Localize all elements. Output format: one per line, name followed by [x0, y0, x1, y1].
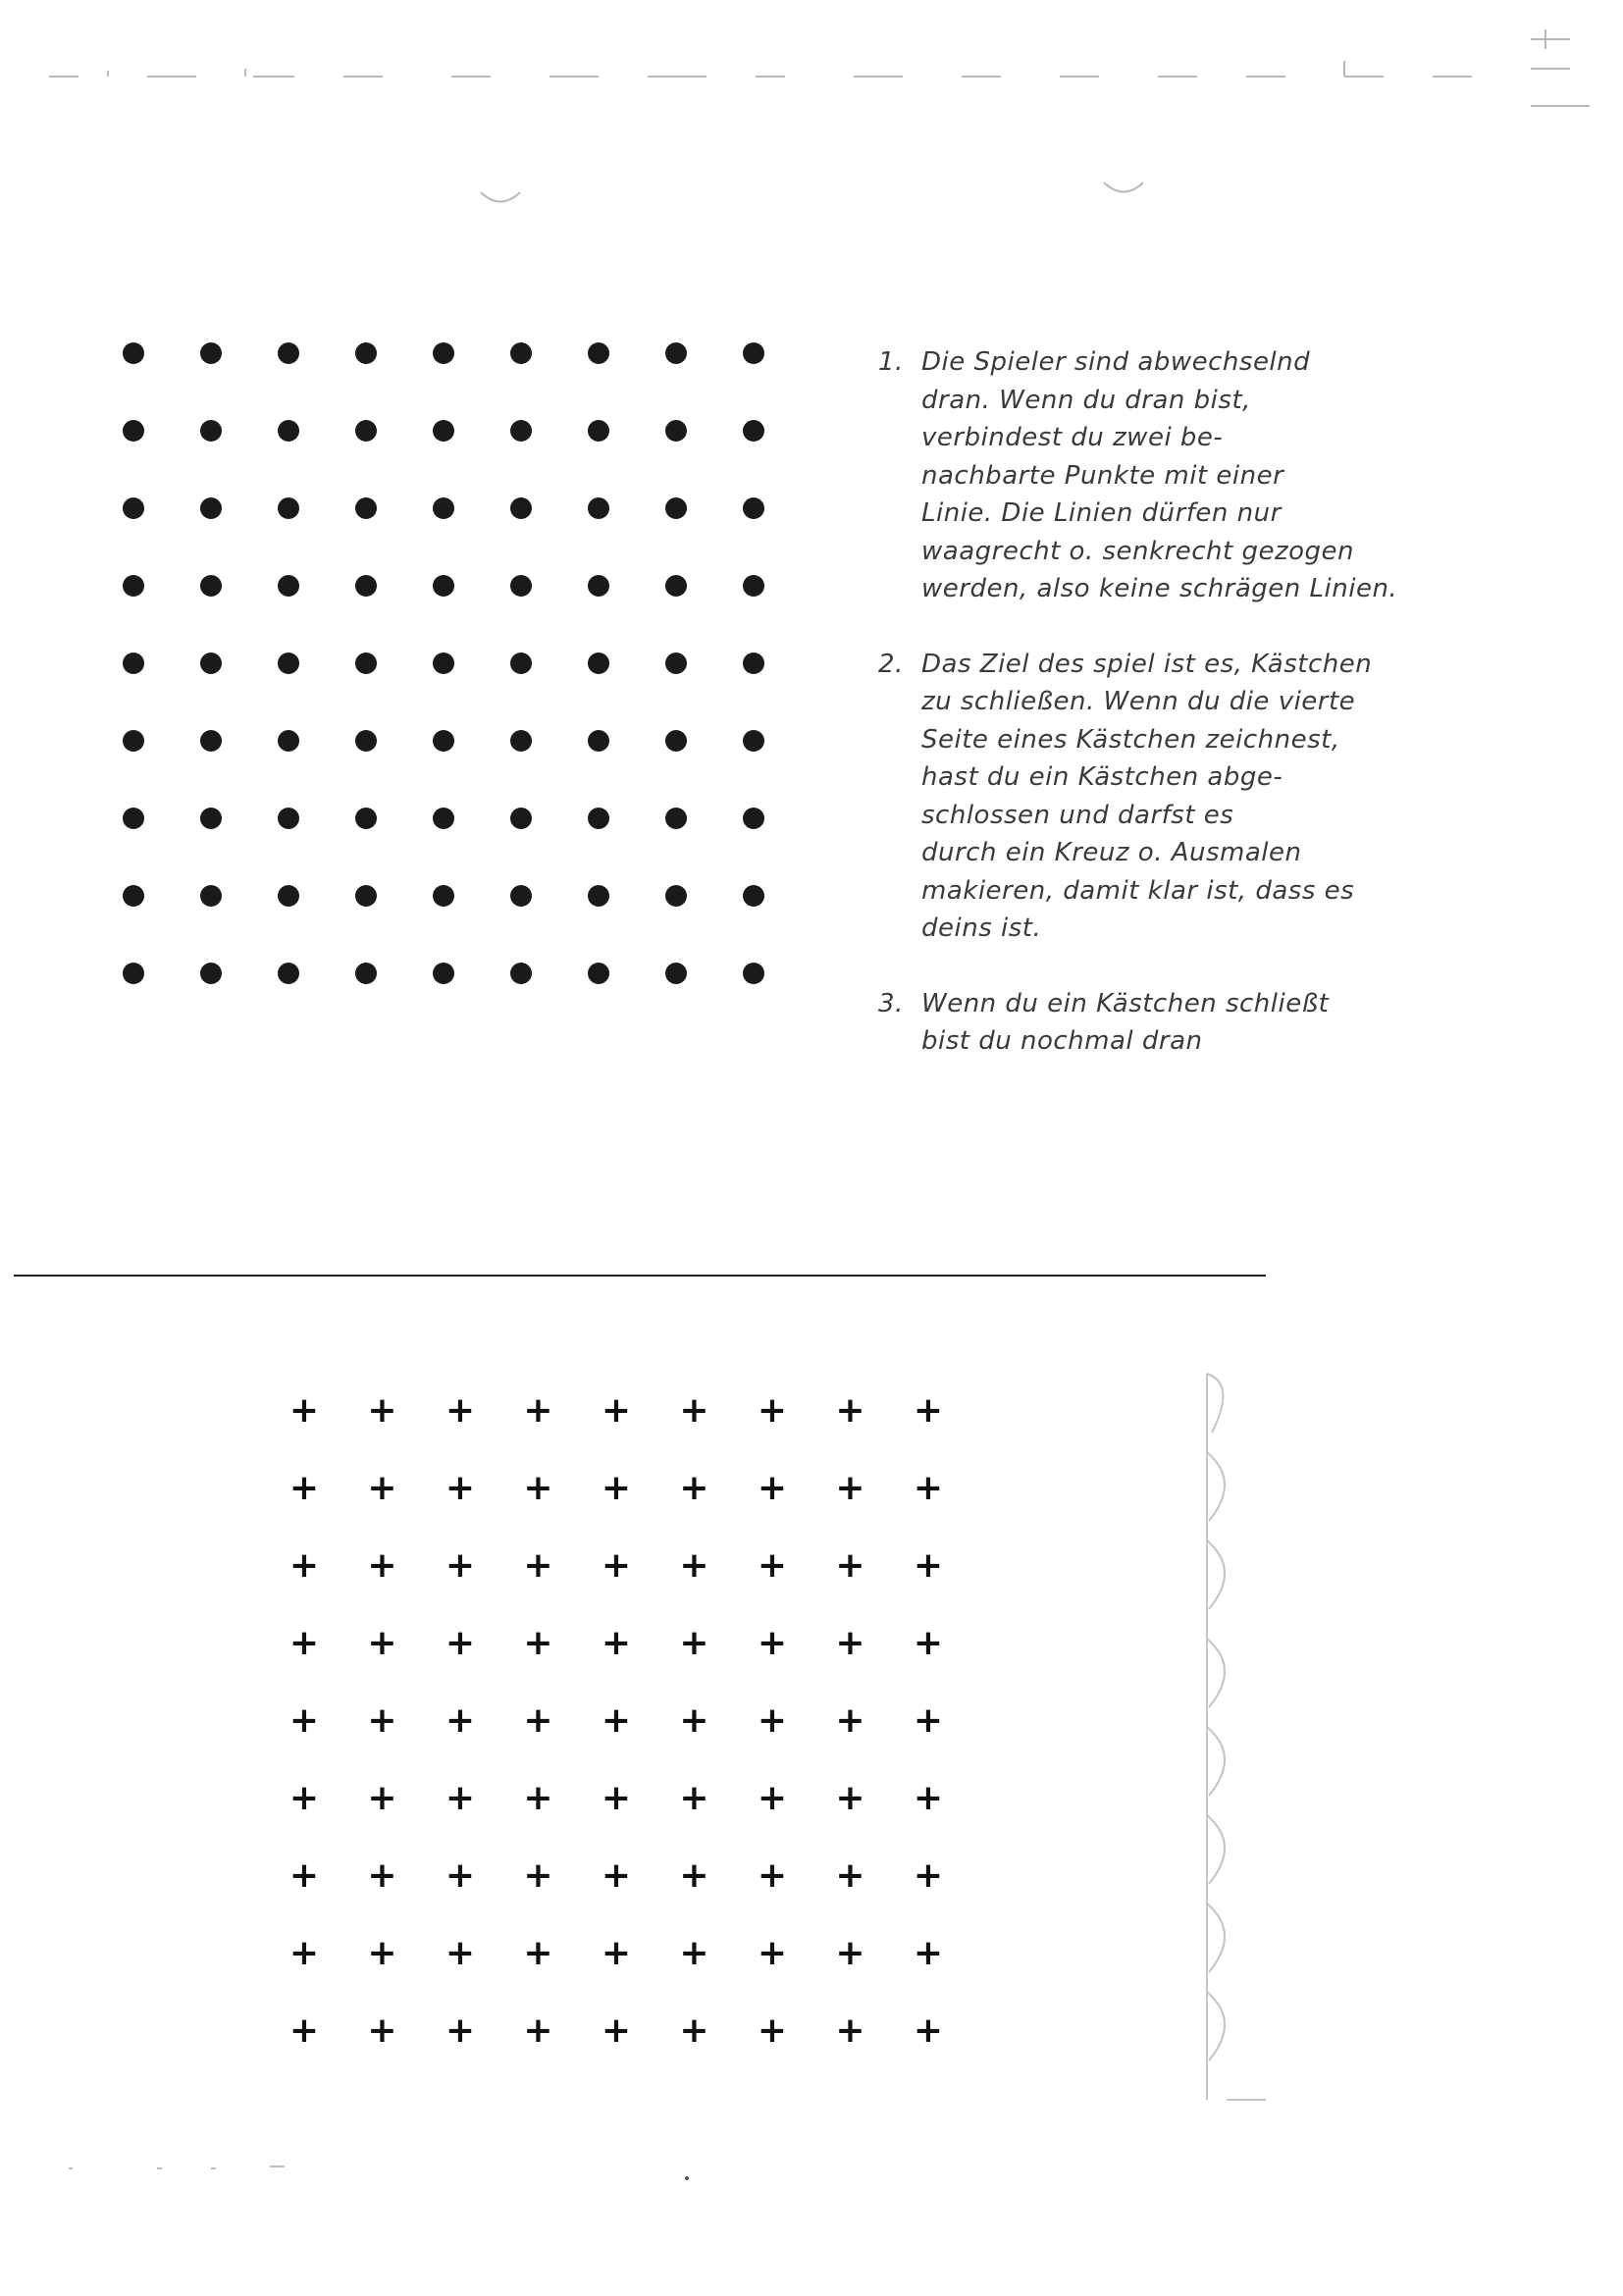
grid-dot[interactable] — [123, 575, 144, 597]
grid-dot[interactable] — [123, 885, 144, 907]
grid-dot[interactable] — [743, 730, 764, 752]
grid-plus-mark[interactable]: + — [601, 1468, 632, 1508]
grid-plus-mark[interactable]: + — [367, 1623, 397, 1663]
grid-plus-mark[interactable]: + — [913, 1468, 944, 1508]
grid-dot[interactable] — [665, 575, 687, 597]
grid-plus-mark[interactable]: + — [523, 1855, 553, 1896]
rule-1 — [878, 343, 1487, 608]
grid-dot[interactable] — [743, 420, 764, 442]
grid-plus-mark[interactable]: + — [367, 1933, 397, 1973]
grid-plus-mark[interactable]: + — [757, 1778, 788, 1818]
grid-plus-mark[interactable]: + — [835, 1468, 865, 1508]
grid-dot[interactable] — [743, 497, 764, 519]
grid-dot[interactable] — [588, 730, 609, 752]
grid-dot[interactable] — [510, 342, 532, 364]
grid-dot[interactable] — [743, 885, 764, 907]
rule-text-line: schlossen und darfst es — [921, 800, 1234, 830]
grid-plus-mark[interactable]: + — [913, 1545, 944, 1586]
grid-plus-mark[interactable]: + — [757, 1855, 788, 1896]
grid-dot[interactable] — [278, 575, 299, 597]
grid-dot[interactable] — [510, 575, 532, 597]
rule-text-line: waagrecht o. senkrecht gezogen — [921, 536, 1355, 566]
rule-text-line: nachbarte Punkte mit einer — [921, 460, 1284, 491]
grid-plus-mark[interactable]: + — [913, 2010, 944, 2051]
grid-dot[interactable] — [510, 885, 532, 907]
grid-dot[interactable] — [278, 652, 299, 674]
grid-dot[interactable] — [665, 420, 687, 442]
scan-artifacts-right-edge — [1168, 1354, 1285, 2139]
grid-plus-mark[interactable]: + — [757, 1623, 788, 1663]
grid-dot[interactable] — [665, 885, 687, 907]
grid-plus-mark[interactable]: + — [835, 1545, 865, 1586]
rule-text-line: Die Spieler sind abwechselnd — [921, 347, 1311, 377]
grid-dot[interactable] — [355, 497, 377, 519]
grid-plus-mark[interactable]: + — [288, 1778, 320, 1818]
grid-dot[interactable] — [355, 730, 377, 752]
grid-dot[interactable] — [355, 885, 377, 907]
grid-plus-mark[interactable]: + — [601, 1933, 632, 1973]
grid-plus-mark[interactable]: + — [445, 1933, 476, 1973]
grid-dot[interactable] — [588, 575, 609, 597]
grid-plus-mark[interactable]: + — [523, 1778, 553, 1818]
grid-plus-mark[interactable]: + — [523, 1700, 553, 1741]
grid-dot[interactable] — [433, 885, 454, 907]
grid-plus-mark[interactable]: + — [679, 1545, 709, 1586]
grid-dot[interactable] — [588, 808, 609, 829]
grid-dot[interactable] — [200, 575, 222, 597]
rule-text-line: hast du ein Kästchen abge- — [921, 762, 1283, 792]
grid-plus-mark[interactable]: + — [288, 1855, 320, 1896]
grid-dot[interactable] — [588, 420, 609, 442]
grid-plus-mark[interactable]: + — [523, 1390, 553, 1431]
grid-plus-mark[interactable]: + — [913, 1700, 944, 1741]
rule-text-line: werden, also keine schrägen Linien. — [921, 574, 1398, 603]
grid-plus-mark[interactable]: + — [367, 1545, 397, 1586]
grid-plus-mark[interactable]: + — [757, 1390, 788, 1431]
grid-dot[interactable] — [665, 730, 687, 752]
grid-dot[interactable] — [200, 963, 222, 984]
grid-plus-mark[interactable]: + — [913, 1778, 944, 1818]
grid-plus-mark[interactable]: + — [445, 1700, 476, 1741]
grid-dot[interactable] — [123, 808, 144, 829]
grid-dot[interactable] — [665, 963, 687, 984]
rule-text-line: Linie. Die Linien dürfen nur — [921, 498, 1282, 528]
grid-dot[interactable] — [200, 420, 222, 442]
grid-plus-mark[interactable]: + — [913, 1623, 944, 1663]
grid-plus-mark[interactable]: + — [288, 1390, 320, 1431]
grid-dot[interactable] — [278, 420, 299, 442]
grid-plus-mark[interactable]: + — [757, 1468, 788, 1508]
grid-dot[interactable] — [665, 342, 687, 364]
scan-artifacts-top — [0, 0, 1623, 255]
grid-plus-mark[interactable]: + — [601, 1778, 632, 1818]
grid-dot[interactable] — [743, 808, 764, 829]
grid-plus-mark[interactable]: + — [757, 1933, 788, 1973]
rule-text-line: dran. Wenn du dran bist, — [921, 385, 1251, 415]
dot-grid-game-board — [108, 324, 795, 1011]
grid-dot[interactable] — [588, 963, 609, 984]
grid-dot[interactable] — [588, 497, 609, 519]
grid-dot[interactable] — [200, 730, 222, 752]
grid-plus-mark[interactable]: + — [601, 2010, 632, 2051]
grid-dot[interactable] — [743, 575, 764, 597]
grid-plus-mark[interactable]: + — [445, 1545, 476, 1586]
grid-dot[interactable] — [510, 420, 532, 442]
rule-text-line: Wenn du ein Kästchen schließt — [921, 988, 1330, 1018]
grid-plus-mark[interactable]: + — [445, 1390, 476, 1431]
rule-3 — [878, 985, 1487, 1061]
grid-dot[interactable] — [433, 808, 454, 829]
grid-dot[interactable] — [588, 652, 609, 674]
grid-plus-mark[interactable]: + — [679, 1778, 709, 1818]
grid-dot[interactable] — [588, 885, 609, 907]
grid-plus-mark[interactable]: + — [679, 1933, 709, 1973]
grid-plus-mark[interactable]: + — [835, 1390, 865, 1431]
grid-dot[interactable] — [200, 808, 222, 829]
grid-dot[interactable] — [200, 497, 222, 519]
grid-plus-mark[interactable]: + — [445, 1855, 476, 1896]
grid-dot[interactable] — [433, 963, 454, 984]
grid-plus-mark[interactable]: + — [679, 1468, 709, 1508]
grid-dot[interactable] — [278, 885, 299, 907]
grid-dot[interactable] — [355, 652, 377, 674]
rule-text-line: Das Ziel des spiel ist es, Kästchen — [921, 649, 1373, 679]
grid-dot[interactable] — [355, 963, 377, 984]
grid-plus-mark[interactable]: + — [523, 1545, 553, 1586]
grid-dot[interactable] — [123, 730, 144, 752]
grid-plus-mark[interactable]: + — [679, 1700, 709, 1741]
grid-dot[interactable] — [510, 963, 532, 984]
grid-dot[interactable] — [433, 497, 454, 519]
grid-dot[interactable] — [355, 575, 377, 597]
grid-plus-mark[interactable]: + — [367, 1468, 397, 1508]
rule-number: 1. — [878, 347, 904, 377]
rule-text-line: bist du nochmal dran — [921, 1026, 1203, 1056]
grid-dot[interactable] — [588, 342, 609, 364]
grid-dot[interactable] — [200, 652, 222, 674]
plus-grid-game-board — [275, 1383, 962, 2070]
grid-dot[interactable] — [278, 730, 299, 752]
grid-plus-mark[interactable]: + — [367, 1700, 397, 1741]
grid-plus-mark[interactable]: + — [523, 2010, 553, 2051]
grid-dot[interactable] — [433, 342, 454, 364]
grid-plus-mark[interactable]: + — [367, 1390, 397, 1431]
grid-plus-mark[interactable]: + — [288, 2010, 320, 2051]
grid-dot[interactable] — [433, 420, 454, 442]
grid-plus-mark[interactable]: + — [523, 1933, 553, 1973]
grid-plus-mark[interactable]: + — [601, 1700, 632, 1741]
grid-dot[interactable] — [665, 808, 687, 829]
rule-text-line: zu schließen. Wenn du die vierte — [921, 687, 1356, 716]
rule-text-line: makieren, damit klar ist, dass es — [921, 875, 1355, 906]
grid-plus-mark[interactable]: + — [288, 1933, 320, 1973]
grid-dot[interactable] — [510, 652, 532, 674]
grid-plus-mark[interactable]: + — [757, 2010, 788, 2051]
grid-plus-mark[interactable]: + — [835, 1778, 865, 1818]
section-divider — [14, 1275, 1266, 1277]
grid-plus-mark[interactable]: + — [288, 1700, 320, 1741]
grid-dot[interactable] — [665, 652, 687, 674]
grid-dot[interactable] — [123, 963, 144, 984]
grid-plus-mark[interactable]: + — [445, 1468, 476, 1508]
grid-plus-mark[interactable]: + — [835, 1933, 865, 1973]
grid-dot[interactable] — [123, 497, 144, 519]
grid-dot[interactable] — [433, 575, 454, 597]
grid-dot[interactable] — [743, 652, 764, 674]
grid-dot[interactable] — [278, 808, 299, 829]
scan-artifacts-bottom — [0, 2139, 1623, 2198]
grid-plus-mark[interactable]: + — [367, 1778, 397, 1818]
grid-plus-mark[interactable]: + — [913, 1855, 944, 1896]
grid-plus-mark[interactable]: + — [835, 1623, 865, 1663]
rule-text-line: verbindest du zwei be- — [921, 423, 1224, 452]
grid-dot[interactable] — [123, 420, 144, 442]
grid-dot[interactable] — [123, 652, 144, 674]
grid-dot[interactable] — [355, 420, 377, 442]
grid-plus-mark[interactable]: + — [288, 1545, 320, 1586]
grid-dot[interactable] — [278, 963, 299, 984]
grid-plus-mark[interactable]: + — [288, 1468, 320, 1508]
grid-plus-mark[interactable]: + — [601, 1855, 632, 1896]
rule-number: 3. — [878, 988, 904, 1018]
grid-plus-mark[interactable]: + — [913, 1933, 944, 1973]
grid-dot[interactable] — [278, 342, 299, 364]
rule-2 — [878, 646, 1487, 948]
grid-plus-mark[interactable]: + — [445, 1623, 476, 1663]
grid-dot[interactable] — [123, 342, 144, 364]
grid-plus-mark[interactable]: + — [835, 1700, 865, 1741]
grid-dot[interactable] — [510, 730, 532, 752]
rule-text-line: durch ein Kreuz o. Ausmalen — [921, 838, 1302, 867]
grid-plus-mark[interactable]: + — [523, 1623, 553, 1663]
grid-plus-mark[interactable]: + — [601, 1623, 632, 1663]
grid-plus-mark[interactable]: + — [601, 1390, 632, 1431]
grid-plus-mark[interactable]: + — [445, 2010, 476, 2051]
grid-dot[interactable] — [200, 885, 222, 907]
grid-dot[interactable] — [510, 808, 532, 829]
grid-dot[interactable] — [743, 342, 764, 364]
grid-dot[interactable] — [355, 808, 377, 829]
rule-text-line: deins ist. — [921, 913, 1042, 943]
grid-plus-mark[interactable]: + — [523, 1468, 553, 1508]
grid-plus-mark[interactable]: + — [445, 1778, 476, 1818]
grid-plus-mark[interactable]: + — [679, 1623, 709, 1663]
grid-dot[interactable] — [665, 497, 687, 519]
grid-dot[interactable] — [200, 342, 222, 364]
grid-dot[interactable] — [278, 497, 299, 519]
grid-dot[interactable] — [433, 652, 454, 674]
grid-plus-mark[interactable]: + — [367, 1855, 397, 1896]
grid-plus-mark[interactable]: + — [757, 1545, 788, 1586]
grid-plus-mark[interactable]: + — [367, 2010, 397, 2051]
grid-plus-mark[interactable]: + — [679, 1855, 709, 1896]
grid-dot[interactable] — [355, 342, 377, 364]
grid-plus-mark[interactable]: + — [757, 1700, 788, 1741]
grid-dot[interactable] — [743, 963, 764, 984]
grid-plus-mark[interactable]: + — [913, 1390, 944, 1431]
grid-dot[interactable] — [433, 730, 454, 752]
grid-plus-mark[interactable]: + — [679, 1390, 709, 1431]
grid-plus-mark[interactable]: + — [835, 2010, 865, 2051]
rule-number: 2. — [878, 649, 904, 679]
grid-plus-mark[interactable]: + — [601, 1545, 632, 1586]
grid-plus-mark[interactable]: + — [288, 1623, 320, 1663]
grid-plus-mark[interactable]: + — [679, 2010, 709, 2051]
grid-dot[interactable] — [510, 497, 532, 519]
rules-list — [878, 343, 1487, 1098]
grid-plus-mark[interactable]: + — [835, 1855, 865, 1896]
rule-text-line: Seite eines Kästchen zeichnest, — [921, 724, 1340, 755]
